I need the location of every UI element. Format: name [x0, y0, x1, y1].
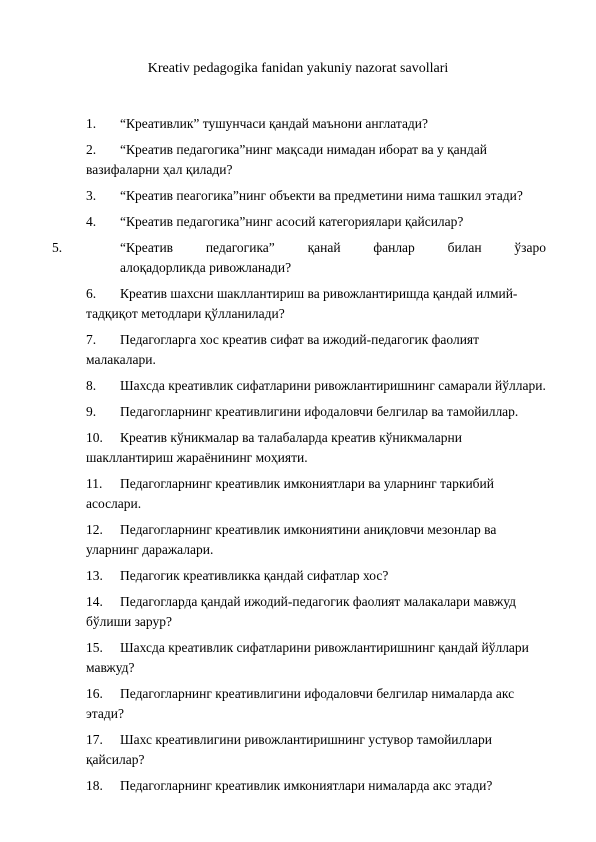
question-text: Педагогларда қандай ижодий-педагогик фаолият малакалари мавжуд бўлиши зарур?: [86, 594, 517, 629]
question-item: [86, 284, 546, 324]
question-item: [86, 566, 546, 586]
question-number: 15.: [86, 640, 103, 655]
question-number: 9.: [86, 404, 97, 419]
question-text-line: [52, 238, 546, 258]
question-item: [86, 114, 546, 134]
question-number: 10.: [86, 430, 103, 445]
question-number: 11.: [86, 476, 103, 491]
question-number: 4.: [86, 214, 97, 229]
question-text: “Креативлик” тушунчаси қандай маънони англатади?: [120, 116, 429, 131]
question-text: “Креатив педагогика” қанай фанлар билан ўзаро: [120, 240, 546, 255]
question-number: 2.: [86, 142, 97, 157]
question-text: Креатив шахсни шакллантириш ва ривожлантиришда қандай илмий-тадқиқот методлари қўлланилади?: [86, 286, 518, 321]
question-number: 18.: [86, 778, 103, 793]
question-item: [52, 238, 546, 278]
question-text: Педагогик креативликка қандай сифатлар хос?: [120, 568, 389, 583]
question-text: Педагогларнинг креативлик имкониятлари ва уларнинг таркибий асослари.: [86, 476, 494, 511]
question-item: [86, 330, 546, 370]
question-text: “Креатив педагогика”нинг асосий категориялари қайсилар?: [120, 214, 464, 229]
question-item: [86, 376, 546, 396]
document-title: Kreativ pedagogika fanidan yakuniy nazorat savollari: [147, 61, 449, 76]
question-number: 16.: [86, 686, 103, 701]
question-text: Шахсда креативлик сифатларини ривожлантиришнинг қандай йўллари мавжуд?: [86, 640, 529, 675]
question-item: [86, 402, 546, 422]
question-number: 12.: [86, 522, 103, 537]
question-text: Педагогларнинг креативлик имкониятлари нималарда акс этади?: [120, 778, 493, 793]
question-text: Педагогларнинг креативлигини ифодаловчи белгилар ва тамойиллар.: [120, 404, 519, 419]
question-text-line: алоқадорликда ривожланади?: [120, 260, 292, 275]
question-item: [86, 592, 546, 632]
question-number: 14.: [86, 594, 103, 609]
question-text: Педагогларга хос креатив сифат ва ижодий-педагогик фаолият малакалари.: [86, 332, 480, 367]
question-list: [52, 114, 546, 802]
question-number: 1.: [86, 116, 97, 131]
question-item: [86, 638, 546, 678]
question-text: Шахс креативлигини ривожлантиришнинг устувор тамойиллари қайсилар?: [86, 732, 492, 767]
question-text: “Креатив педагогика”нинг мақсади нимадан иборат ва у қандай вазифаларни ҳал қилади?: [86, 142, 487, 177]
question-item: [86, 140, 546, 180]
question-number: 13.: [86, 568, 103, 583]
question-number: 3.: [86, 188, 97, 203]
question-number: 5.: [52, 240, 63, 255]
question-number: 17.: [86, 732, 103, 747]
question-text: Педагогларнинг креативлик имкониятини аниқловчи мезонлар ва уларнинг даражалари.: [86, 522, 497, 557]
question-text: Педагогларнинг креативлигини ифодаловчи белгилар нималарда акс этади?: [86, 686, 515, 721]
question-text: Шахсда креативлик сифатларини ривожлантиришнинг самарали йўллари.: [120, 378, 546, 393]
question-item: [86, 212, 546, 232]
question-item: [86, 186, 546, 206]
question-item: [86, 684, 546, 724]
question-number: 6.: [86, 286, 97, 301]
question-number: 7.: [86, 332, 97, 347]
question-text: “Креатив пеагогика”нинг объекти ва предметини нима ташкил этади?: [120, 188, 523, 203]
question-text: Креатив кўникмалар ва талабаларда креатив кўникмаларни шакллантириш жараёнининг моҳияти.: [86, 430, 462, 465]
question-item: [86, 776, 546, 796]
question-item: [86, 730, 546, 770]
question-item: [86, 428, 546, 468]
question-number: 8.: [86, 378, 97, 393]
question-item: [86, 520, 546, 560]
question-item: [86, 474, 546, 514]
